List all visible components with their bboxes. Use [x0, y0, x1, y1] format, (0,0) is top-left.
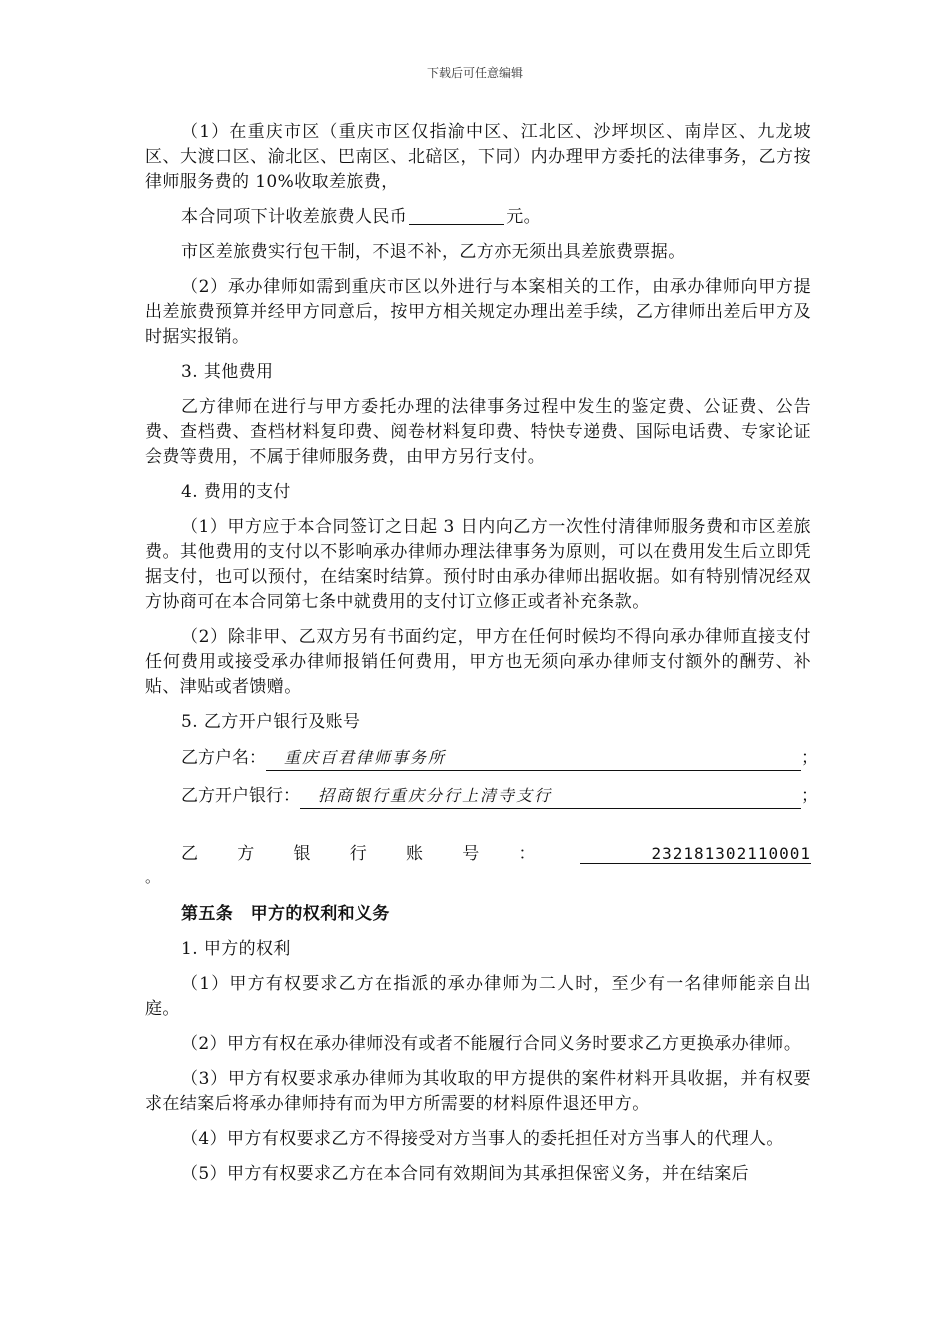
account-label-char: 号 [462, 844, 480, 864]
account-number-value: 232181302110001 [580, 844, 811, 864]
bank-name-end: ； [801, 786, 818, 806]
paragraph-travel-outside: （2）承办律师如需到重庆市区以外进行与本案相关的工作，由承办律师向甲方提出差旅费预算并经甲方同意后，按甲方相关规定办理出差手续，乙方律师出差后甲方及时据实报销。 [145, 277, 811, 347]
account-label-char: 行 [349, 844, 367, 864]
account-name-line [145, 745, 818, 771]
heading-bank-account: 5. 乙方开户银行及账号 [181, 712, 361, 732]
account-label-char: 方 [237, 844, 255, 864]
paragraph-right-4: （4）甲方有权要求乙方不得接受对方当事人的委托担任对方当事人的代理人。 [181, 1129, 784, 1149]
travel-amount-suffix: 元。 [506, 207, 542, 227]
account-name-value: 重庆百君律师事务所 [266, 745, 801, 771]
bank-name-value: 招商银行重庆分行上清寺支行 [300, 783, 801, 809]
bank-name-line [145, 783, 818, 809]
paragraph-right-5: （5）甲方有权要求乙方在本合同有效期间为其承担保密义务，并在结案后 [181, 1164, 750, 1184]
travel-amount-blank [409, 206, 504, 225]
account-number-line [145, 839, 811, 864]
paragraph-payment-2: （2）除非甲、乙双方另有书面约定，甲方在任何时候均不得向承办律师直接支付任何费用或接受承办律师报销任何费用，甲方也无须向承办律师支付额外的酬劳、补贴、津贴或者馈赠。 [145, 627, 811, 697]
account-name-label: 乙方户名： [181, 748, 266, 768]
paragraph-right-3: （3）甲方有权要求承办律师为其收取的甲方提供的案件材料开具收据，并有权要求在结案后将承办律师持有而为甲方所需要的材料原件退还甲方。 [145, 1069, 811, 1114]
heading-party-a-rights: 1. 甲方的权利 [181, 939, 291, 959]
account-label-char: 账 [406, 844, 423, 864]
paragraph-travel-amount [145, 205, 811, 230]
page-header: 下载后可任意编辑 [426, 66, 523, 80]
section-five-title: 第五条 甲方的权利和义务 [181, 904, 390, 924]
travel-amount-prefix: 本合同项下计收差旅费人民币 [181, 207, 408, 227]
account-label-char: 银 [293, 844, 311, 864]
paragraph-travel-lumpsum: 市区差旅费实行包干制，不退不补，乙方亦无须出具差旅费票据。 [181, 242, 686, 262]
paragraph-right-1: （1）甲方有权要求乙方在指派的承办律师为二人时，至少有一名律师能亲自出庭。 [145, 974, 811, 1019]
heading-other-fees: 3. 其他费用 [181, 362, 274, 382]
account-label-char: ： [518, 844, 536, 864]
account-name-end: ； [801, 748, 818, 768]
bank-name-label: 乙方开户银行： [181, 786, 300, 806]
heading-fee-payment: 4. 费用的支付 [181, 482, 291, 502]
account-number-end: 。 [145, 868, 161, 886]
account-label-char: 乙 [181, 844, 198, 864]
document-body [145, 120, 818, 1197]
paragraph-travel-urban: （1）在重庆市区（重庆市区仅指渝中区、江北区、沙坪坝区、南岸区、九龙坡区、大渡口区、渝北区、巴南区、北碚区，下同）内办理甲方委托的法律事务，乙方按律师服务费的 10%收取差旅费， [145, 122, 811, 192]
paragraph-payment-1: （1）甲方应于本合同签订之日起 3 日内向乙方一次性付清律师服务费和市区差旅费。其他费用的支付以不影响承办律师办理法律事务为原则，可以在费用发生后立即凭据支付，也可以预付，在结案时结算。预付时由承办律师出据收据。如有特别情况经双方协商可在本合同第七条中就费用的支付订立修正或者补充条款。 [145, 517, 811, 612]
account-number-label [181, 839, 536, 864]
paragraph-right-2: （2）甲方有权在承办律师没有或者不能履行合同义务时要求乙方更换承办律师。 [181, 1034, 802, 1054]
paragraph-other-fees: 乙方律师在进行与甲方委托办理的法律事务过程中发生的鉴定费、公证费、公告费、查档费、查档材料复印费、阅卷材料复印费、特快专递费、国际电话费、专家论证会费等费用，不属于律师服务费，由甲方另行支付。 [145, 397, 811, 467]
